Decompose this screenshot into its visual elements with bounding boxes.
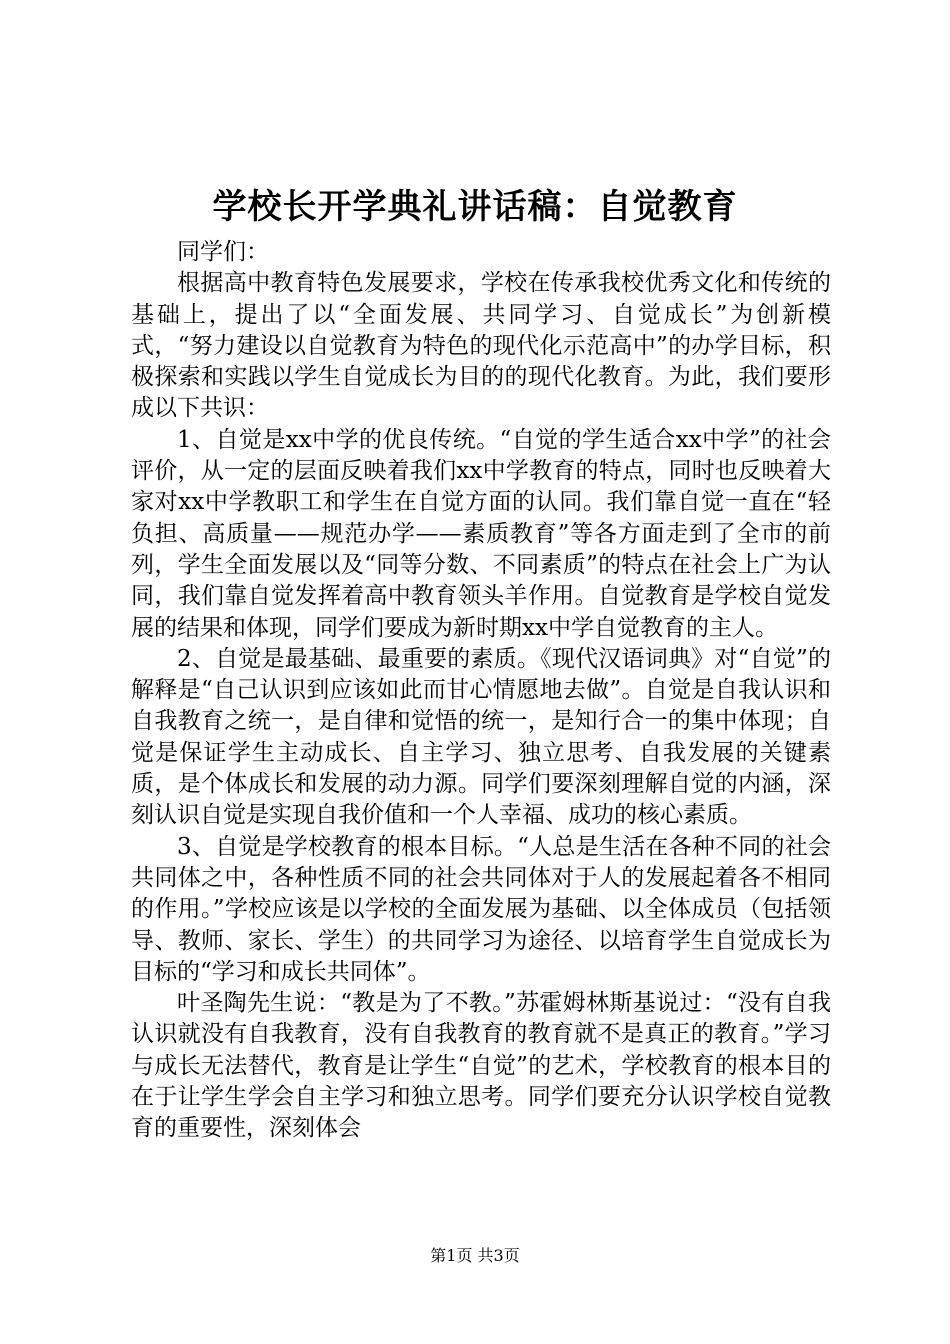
page-number-footer: 第1页 共3页	[430, 1246, 520, 1265]
point-3-paragraph: 3、自觉是学校教育的根本目标。“人总是生活在各种不同的社会共同体之中，各种性质不同的社会共同体对于人的发展起着各不相同的作用。”学校应该是以学校的全面发展为基础、以全体成员（包括领导、教师、家长、学生）的共同学习为途径、以培育学生自觉成长为目标的“学习和成长共同体”。	[131, 833, 831, 985]
point-2-paragraph: 2、自觉是最基础、最重要的素质。《现代汉语词典》对“自觉”的解释是“自己认识到应该如此而甘心情愿地去做”。自觉是自我认识和自我教育之统一，是自律和觉悟的统一，是知行合一的集中体现；自觉是保证学生主动成长、自主学习、独立思考、自我发展的关键素质，是个体成长和发展的动力源。同学们要深刻理解自觉的内涵，深刻认识自觉是实现自我价值和一个人幸福、成功的核心素质。	[131, 645, 831, 829]
document-body	[131, 237, 831, 1145]
quote-paragraph: 叶圣陶先生说：“教是为了不教。”苏霍姆林斯基说过：“没有自我认识就没有自我教育，没有自我教育的教育就不是真正的教育。”学习与成长无法替代，教育是让学生“自觉”的艺术，学校教育的根本目的在于让学生学会自主学习和独立思考。同学们要充分认识学校自觉教育的重要性，深刻体会	[131, 990, 831, 1142]
greeting-paragraph: 同学们：	[177, 239, 269, 265]
intro-paragraph: 根据高中教育特色发展要求，学校在传承我校优秀文化和传统的基础上，提出了以“全面发展、共同学习、自觉成长”为创新模式，“努力建设以自觉教育为特色的现代化示范高中”的办学目标，积极探索和实践以学生自觉成长为目的的现代化教育。为此，我们要形成以下共识：	[131, 270, 831, 422]
point-1-paragraph: 1、自觉是xx中学的优良传统。“自觉的学生适合xx中学”的社会评价，从一定的层面反映着我们xx中学教育的特点，同时也反映着大家对xx中学教职工和学生在自觉方面的认同。我们靠自觉一直在“轻负担、高质量——规范办学——素质教育”等各方面走到了全市的前列，学生全面发展以及“同等分数、不同素质”的特点在社会上广为认同，我们靠自觉发挥着高中教育领头羊作用。自觉教育是学校自觉发展的结果和体现，同学们要成为新时期xx中学自觉教育的主人。	[131, 426, 831, 641]
document-title: 学校长开学典礼讲话稿：自觉教育	[212, 187, 738, 227]
